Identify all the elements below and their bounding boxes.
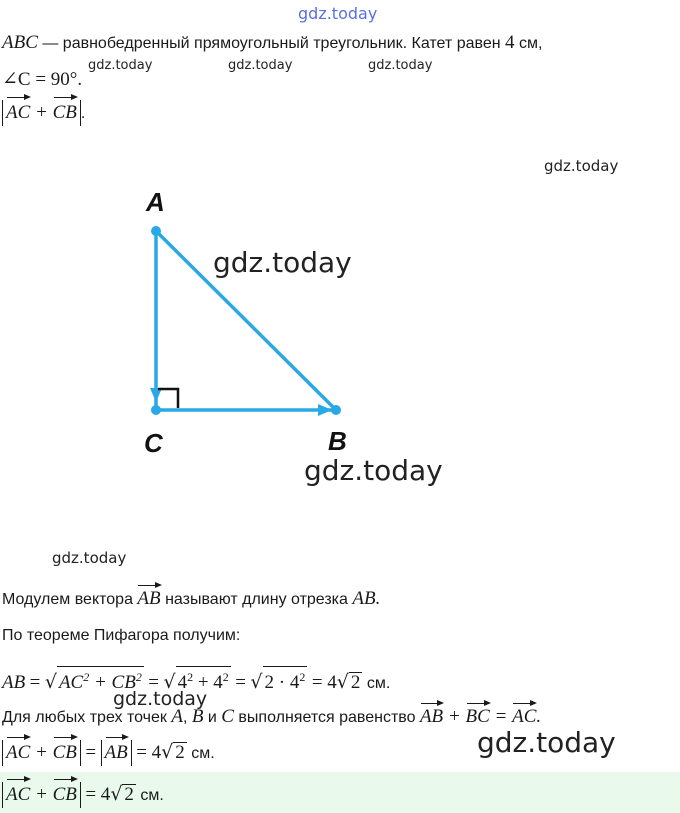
equality-text: Для любых трех точек	[2, 709, 167, 726]
equality-line: Для любых трех точек A, B и C выполняется равенство AB + BC = AC.	[2, 706, 542, 727]
label-b: B	[328, 426, 347, 456]
angle-condition: ∠C = 90°.	[2, 69, 83, 90]
equality-text-2: выполняется равенство	[238, 709, 416, 726]
label-a: A	[146, 187, 165, 217]
watermark: gdz.today	[477, 726, 616, 759]
watermark: gdz.today	[113, 688, 208, 710]
segment-ab: AB.	[352, 588, 381, 609]
vector-sum-modulus: AC + CB	[2, 100, 81, 126]
watermark: gdz.today	[544, 157, 619, 175]
label-c: C	[144, 428, 163, 458]
modulus-equation: AC + CB = AB = 4√ 2 см.	[2, 740, 215, 766]
answer-line: AC + CB = 4√ 2 см.	[2, 782, 164, 808]
triangle-figure	[130, 180, 360, 460]
point-a	[151, 226, 161, 236]
definition-line	[2, 588, 380, 610]
line-end: .	[80, 105, 86, 122]
watermark: gdz.today	[52, 549, 127, 567]
vector-ab: AB	[137, 588, 161, 609]
watermark: gdz.today	[213, 246, 352, 279]
equality-and: и	[207, 709, 217, 726]
problem-line-1	[2, 32, 542, 54]
unit-cm: см.	[191, 745, 215, 762]
right-angle-mark	[158, 389, 178, 408]
watermark: gdz.today	[228, 58, 293, 73]
watermark: gdz.today	[304, 454, 443, 487]
definition-text-2: называют длину отрезка	[165, 591, 348, 608]
problem-line-2	[2, 68, 82, 91]
watermark: gdz.today	[368, 58, 433, 73]
triangle-name: ABC	[2, 32, 38, 53]
pythagoras-text: По теореме Пифагора получим:	[2, 627, 241, 644]
watermark: gdz.today	[298, 4, 378, 23]
definition-text: Модулем вектора	[2, 591, 133, 608]
point-c	[151, 405, 161, 415]
leg-length: 4	[505, 32, 515, 53]
pythagoras-formula: AB = √ $AC^2 + CB^2$ = √ $4^2 + 4^2$ = √ $2 \cdot 4^2 = 4√$ 2 см.	[2, 666, 390, 694]
problem-text: — равнобедренный прямоугольный треугольник. Катет равен	[42, 35, 501, 52]
unit-cm: см.	[140, 787, 164, 804]
watermark: gdz.today	[88, 58, 153, 73]
side-ab	[156, 231, 336, 410]
pythagoras-line	[2, 627, 240, 645]
unit-cm: см.	[366, 675, 391, 692]
leg-unit: см,	[518, 35, 543, 52]
point-b	[331, 405, 341, 415]
problem-line-3	[2, 100, 85, 126]
